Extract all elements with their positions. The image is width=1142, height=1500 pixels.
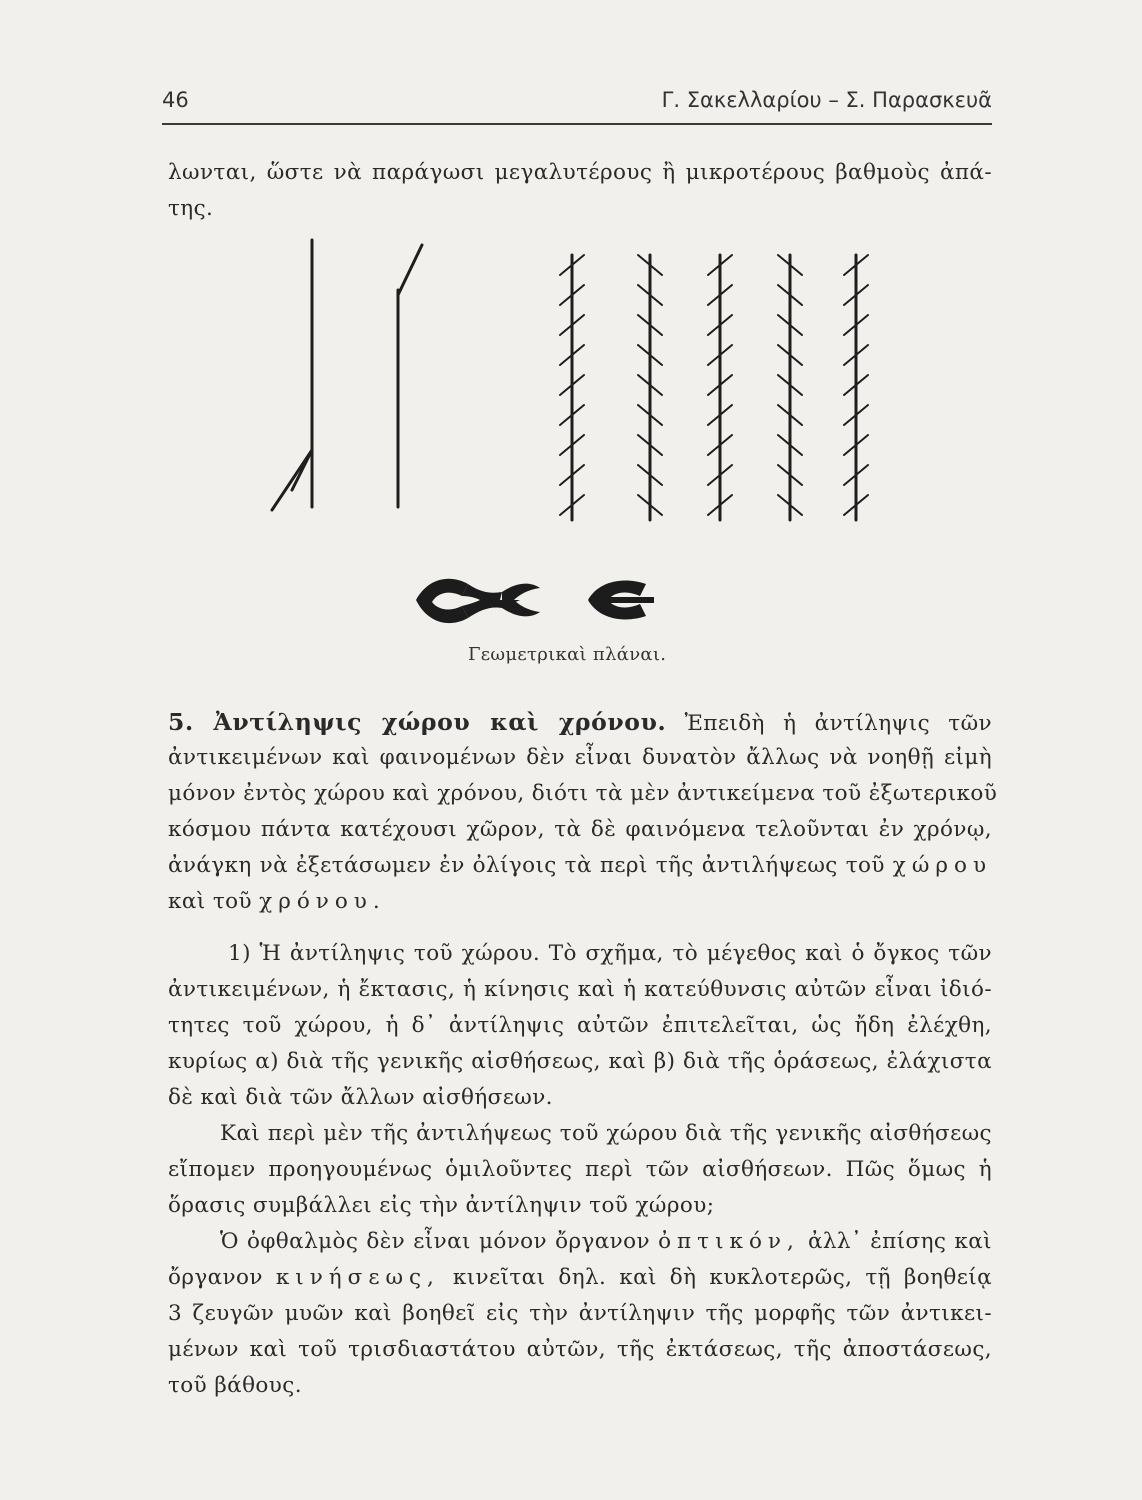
section5-line-6-text: καὶ τοῦ — [168, 889, 252, 914]
section5-line-1-text: Ἐπειδὴ ἡ ἀντίληψις τῶν — [684, 711, 992, 736]
para2-line-1: Καὶ περὶ μὲν τῆς ἀντιλήψεως τοῦ χώρου διὰ τῆς γενικῆς αἰσθήσεως — [220, 1121, 992, 1146]
para3-line-2-text: ὄργανον — [168, 1265, 263, 1290]
emphasis-motion: κινήσεως, — [275, 1265, 440, 1290]
section5-line-2: ἀντικειμένων καὶ φαινομένων δὲν εἶναι δυνατὸν ἄλλως νὰ νοηθῇ εἰμὴ — [168, 745, 992, 770]
section5-line-1 — [168, 704, 992, 742]
geometric-illusion-figure — [250, 235, 890, 535]
para2-line-3: ὅρασις συμβάλλει εἰς τὴν ἀντίληψιν τοῦ χώρου; — [168, 1193, 715, 1218]
emphasis-optical: ὀπτικόν, — [658, 1229, 800, 1254]
arrow-shapes-illusion — [410, 570, 670, 640]
emphasis-space: χώρου — [892, 853, 993, 878]
intro-line-1: λωνται, ὥστε νὰ παράγωσι μεγαλυτέρους ἢ μικροτέρους βαθμοὺς ἀπά- — [168, 160, 992, 185]
para1-line-1: 1) Ἡ ἀντίληψις τοῦ χώρου. Τὸ σχῆμα, τὸ μέγεθος καὶ ὁ ὄγκος τῶν — [228, 941, 992, 966]
para3-line-1 — [168, 1224, 992, 1260]
para1-line-3: τητες τοῦ χώρου, ἡ δ᾽ ἀντίληψις αὐτῶν ἐπιτελεῖται, ὡς ἤδη ἐλέχθη, — [168, 1013, 992, 1038]
para2-line-2: εἴπομεν προηγουμένως ὁμιλοῦντες περὶ τῶν αἰσθήσεων. Πῶς ὅμως ἡ — [168, 1157, 992, 1182]
para1-line-5: δὲ καὶ διὰ τῶν ἄλλων αἰσθήσεων. — [168, 1085, 553, 1110]
illusion-lines-drawing — [250, 235, 890, 535]
section5-line-5-text: ἀνάγκη νὰ ἐξετάσωμεν ἐν ὀλίγοις τὰ περὶ τῆς ἀντιλήψεως τοῦ — [168, 853, 885, 878]
arrow-shapes-drawing — [410, 570, 670, 640]
para1-line-4: κυρίως α) διὰ τῆς γενικῆς αἰσθήσεως, καὶ β) διὰ τῆς ὁράσεως, ἐλάχιστα — [168, 1049, 992, 1074]
para3-line-2 — [168, 1260, 992, 1296]
running-head: Γ. Σακελλαρίου – Σ. Παρασκευᾶ — [661, 88, 992, 112]
intro-line-2: της. — [168, 196, 214, 221]
section5-line-5 — [168, 848, 992, 884]
page-number: 46 — [162, 88, 189, 112]
para3-line-4: μένων καὶ τοῦ τρισδιαστάτου αὐτῶν, τῆς ἐκτάσεως, τῆς ἀποστάσεως, — [168, 1337, 992, 1362]
figure-caption: Γεωμετρικαὶ πλάναι. — [468, 644, 667, 665]
section5-line-4: κόσμου πάντα κατέχουσι χῶρον, τὰ δὲ φαινόμενα τελοῦνται ἐν χρόνῳ, — [168, 817, 992, 842]
page-header — [162, 88, 992, 118]
para3-line-3: 3 ζευγῶν μυῶν καὶ βοηθεῖ εἰς τὴν ἀντίληψιν τῆς μορφῆς τῶν ἀντικει- — [168, 1301, 992, 1326]
para3-line-1-end: ἀλλ᾽ ἐπίσης καὶ — [807, 1229, 993, 1254]
header-rule — [162, 123, 992, 125]
section5-line-6 — [168, 884, 992, 920]
section-heading: 5. Ἀντίληψις χώρου καὶ χρόνου. — [168, 708, 667, 736]
para3-line-1-text: Ὁ ὀφθαλμὸς δὲν εἶναι μόνον ὄργανον — [220, 1229, 650, 1254]
para3-line-5: τοῦ βάθους. — [168, 1373, 302, 1398]
section5-line-3: μόνον ἐντὸς χώρου καὶ χρόνου, διότι τὰ μὲν ἀντικείμενα τοῦ ἐξωτερικοῦ — [168, 781, 998, 806]
emphasis-time: χρόνου. — [259, 889, 386, 914]
para1-line-2: ἀντικειμένων, ἡ ἔκτασις, ἡ κίνησις καὶ ἡ κατεύθυνσις αὐτῶν εἶναι ἰδιό- — [168, 977, 992, 1002]
para3-line-2-end: κινεῖται δηλ. καὶ δὴ κυκλοτερῶς, τῇ βοηθείᾳ — [452, 1265, 993, 1290]
